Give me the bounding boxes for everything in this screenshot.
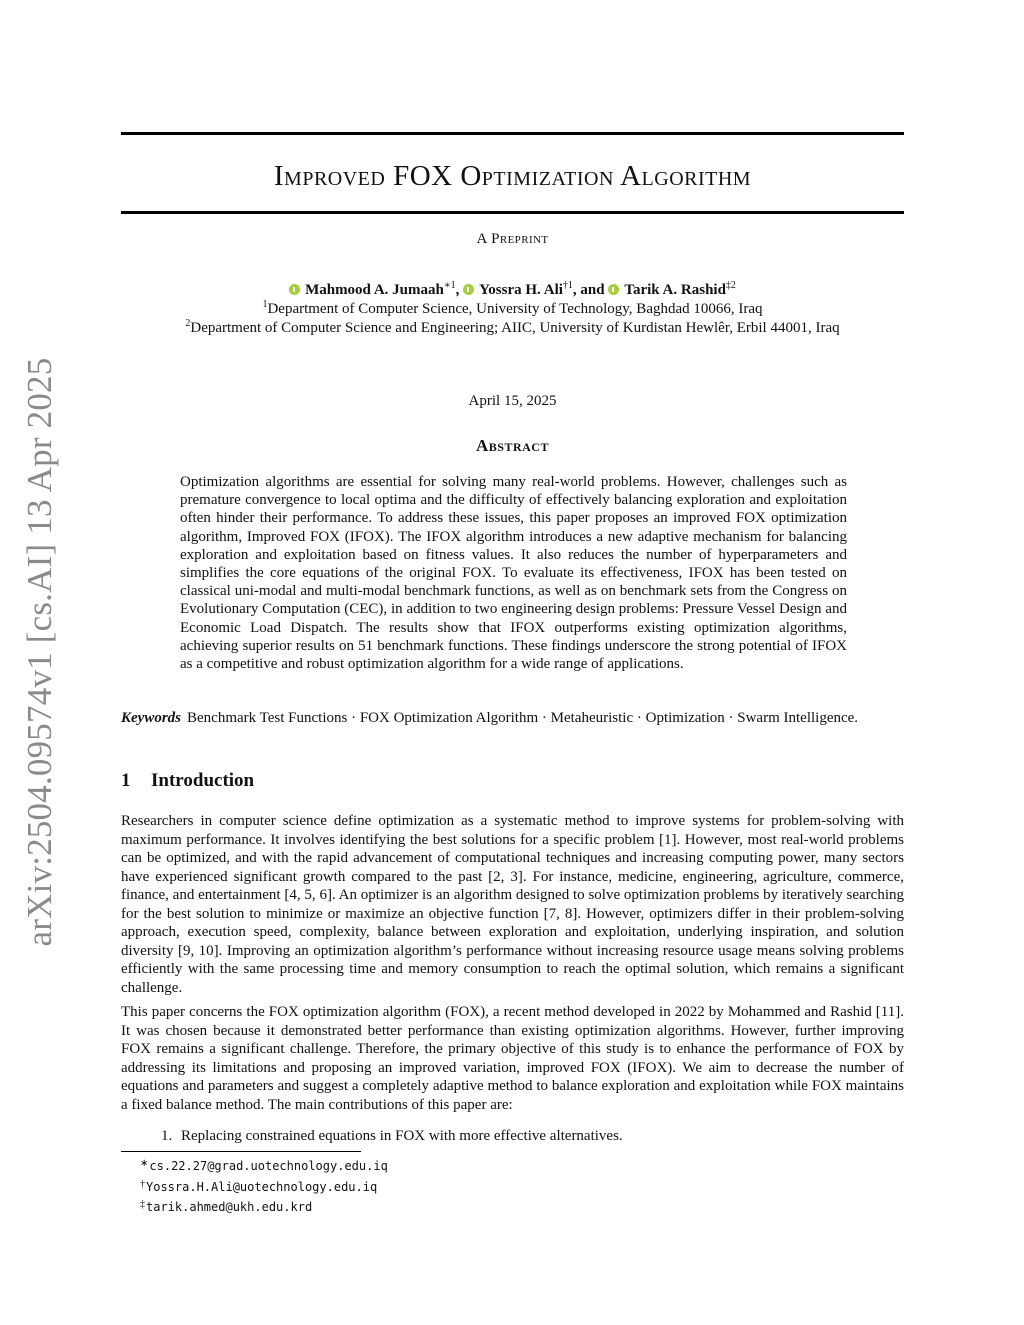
author-separator: , xyxy=(455,282,464,298)
footnote-email[interactable]: tarik.ahmed@ukh.edu.krd xyxy=(146,1200,313,1214)
contribution-list-item xyxy=(161,1127,904,1146)
orcid-icon[interactable] xyxy=(289,284,300,295)
footnote-email[interactable]: Yossra.H.Ali@uotechnology.edu.iq xyxy=(146,1179,378,1194)
footnotes xyxy=(140,1155,740,1217)
section-title: Introduction xyxy=(151,770,255,791)
preprint-label: A Preprint xyxy=(476,231,549,247)
section-number: 1 xyxy=(121,770,131,791)
abstract-text: Optimization algorithms are essential for solving many real-world problems. However, challenges such as premature convergence to local optima and the difficulty of effectively balancing exploration and exploitation often hinder their performance. To address these issues, this paper proposes an improved FOX optimization algorithm, Improved FOX (IFOX). The IFOX algorithm introduces a new adaptive mechanism for balancing exploration and exploitation based on fitness values. It also reduces the number of hyperparameters and simplifies the core equations of the original FOX. To evaluate its effectiveness, IFOX has been tested on classical uni-modal and multi-modal benchmark functions, as well as on benchmark sets from the Congress on Evolutionary Computation (CEC), in addition to two engineering design problems: Pressure Vessel Design and Economic Load Dispatch. The results show that IFOX outperforms existing optimization algorithms, achieving superior results on 51 benchmark functions. These findings underscore the strong potential of IFOX as a competitive and robust optimization algorithm for a wide range of applications. xyxy=(180,474,847,673)
arxiv-identifier-text: arXiv:2504.09574v1 [cs.AI] 13 Apr 2025 xyxy=(20,357,59,947)
author-marker: ∗1 xyxy=(443,280,456,291)
author-block xyxy=(121,281,904,338)
section-heading xyxy=(121,770,904,792)
abstract-heading: Abstract xyxy=(476,436,549,455)
affiliation-number: 2 xyxy=(185,318,191,329)
affiliation-text: Department of Computer Science and Engineering; AIIC, University of Kurdistan Hewlêr, Erbil 44001, Iraq xyxy=(190,320,840,336)
title-top-rule xyxy=(121,132,904,135)
author-name: Mahmood A. Jumaah xyxy=(305,282,444,298)
paper-title: Improved FOX Optimization Algorithm xyxy=(273,160,752,192)
footnote-email[interactable]: cs.22.27@grad.uotechnology.edu.iq xyxy=(149,1159,388,1173)
footnote-mark: † xyxy=(140,1178,145,1190)
author-name: Tarik A. Rashid xyxy=(624,282,726,298)
footnote xyxy=(140,1155,740,1176)
arxiv-identifier-stamp xyxy=(8,0,72,1325)
author-marker: ‡2 xyxy=(725,280,736,291)
body-paragraph: Researchers in computer science define optimization as a systematic method to improve systems for problem-solving with maximum performance. It involves identifying the best solutions for a specific problem [1]. However, most real-world problems can be optimized, and with the rapid advancement of computational techniques and increasing computing power, many sectors have experienced significant growth compared to the past [2, 3]. For instance, medicine, engineering, agriculture, commerce, finance, and entertainment [4, 5, 6]. An optimizer is an algorithm designed to solve optimization problems by iteratively searching for the best solution to minimize or maximize an objective function [7, 8]. However, optimizers differ in their problem-solving approach, execution speed, complexity, balance between exploration and exploitation, underlying inspiration, and solution diversity [9, 10]. Improving an optimization algorithm’s performance without increasing resource usage means solving problems efficiently with the same processing time and memory consumption to reach the optimal solution, which remains a significant challenge. xyxy=(121,813,904,996)
publication-date: April 15, 2025 xyxy=(468,393,557,409)
footnote xyxy=(140,1176,740,1197)
footnote-mark: ∗ xyxy=(140,1158,149,1169)
affiliation xyxy=(121,319,904,338)
author-separator: , and xyxy=(572,282,609,298)
orcid-icon[interactable] xyxy=(608,284,619,295)
affiliation-number: 1 xyxy=(262,299,268,310)
footnote-rule xyxy=(121,1151,361,1152)
list-item-text: Replacing constrained equations in FOX with more effective alternatives. xyxy=(181,1128,623,1144)
author-names xyxy=(121,281,904,300)
footnote xyxy=(140,1196,740,1217)
author-marker: †1 xyxy=(562,280,573,291)
footnote-mark: ‡ xyxy=(140,1199,145,1210)
orcid-icon[interactable] xyxy=(463,284,474,295)
title-bottom-rule xyxy=(121,211,904,214)
affiliation-text: Department of Computer Science, University of Technology, Baghdad 10066, Iraq xyxy=(267,301,763,317)
keywords-label: Keywords xyxy=(121,710,181,726)
affiliation xyxy=(121,300,904,319)
body-paragraph: This paper concerns the FOX optimization algorithm (FOX), a recent method developed in 2022 by Mohammed and Rashid [11]. It was chosen because it demonstrated better performance than existing optimization algorithms. However, further improving FOX remains a significant challenge. Therefore, the primary objective of this study is to enhance the performance of FOX by addressing its limitations and proposing an improved variation, improved FOX (IFOX). We aim to decrease the number of equations and parameters and suggest a completely adaptive method to balance exploration and exploitation while FOX maintains a fixed balance method. The main contributions of this paper are: xyxy=(121,1004,904,1113)
list-item-number: 1. xyxy=(161,1128,173,1144)
keywords xyxy=(121,709,904,728)
keywords-list: Benchmark Test Functions · FOX Optimization Algorithm · Metaheuristic · Optimization · Swarm Intelligence. xyxy=(187,710,859,726)
author-name: Yossra H. Ali xyxy=(479,282,563,298)
